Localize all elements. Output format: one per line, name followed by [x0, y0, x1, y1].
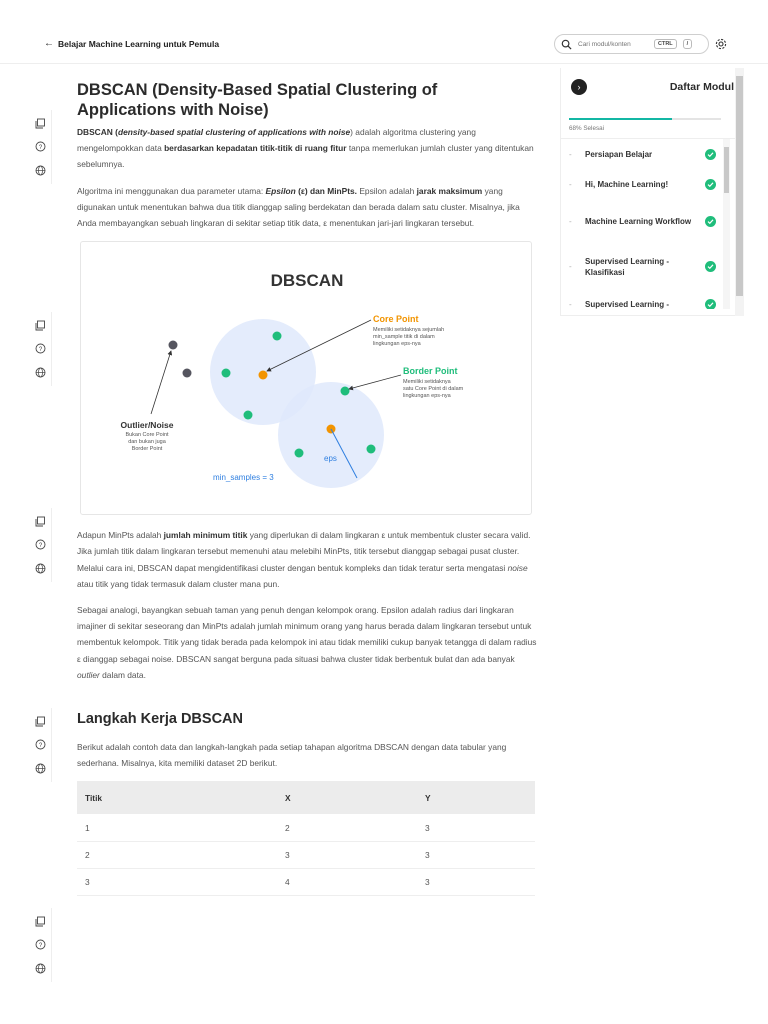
panel-header	[561, 68, 744, 106]
core-point-1	[259, 371, 268, 380]
module-label: Hi, Machine Learning!	[585, 179, 669, 189]
border-desc-1: Memiliki setidaknya	[403, 379, 451, 386]
gear-icon[interactable]	[714, 37, 728, 51]
module-item[interactable]: - Hi, Machine Learning!	[561, 169, 744, 199]
panel-scrollbar[interactable]	[735, 68, 744, 316]
check-icon	[705, 299, 716, 310]
copy-icon[interactable]	[35, 118, 47, 130]
search-box[interactable]	[554, 34, 709, 54]
minpts-paragraph: Adapun MinPts adalah jumlah minimum titik yang diperlukan di dalam lingkaran ε untuk membentuk cluster secara valid. Jika jumlah titik dalam lingkaran tersebut memenuhi atau melebihi MinPts, titik tersebut dianggap sebagai pusat cluster. Melalui cara ini, DBSCAN dapat mengidentifikasi cluster dengan bentuk kompleks dan tidak teratur serta mengatasi noise atau titik yang tidak termasuk dalam cluster mana pun.	[77, 530, 531, 589]
shortcut-ctrl: CTRL	[654, 39, 677, 49]
outlier-desc-3: Border Point	[131, 446, 163, 453]
shortcut-slash: /	[683, 39, 693, 49]
progress-fill	[569, 118, 672, 120]
svg-text:?: ?	[38, 347, 43, 354]
module-item[interactable]: - Supervised Learning - Klasifikasi	[561, 244, 744, 289]
module-panel	[560, 68, 744, 316]
back-link[interactable]	[44, 38, 219, 49]
table-cell: 3	[277, 841, 417, 868]
article-content	[77, 80, 537, 896]
copy-icon[interactable]	[35, 516, 47, 528]
course-title: Belajar Machine Learning untuk Pemula	[58, 38, 220, 49]
intro-paragraph: DBSCAN (density-based spatial clustering of applications with noise) adalah algoritma clustering yang mengelompokkan data berdasarkan kepadatan titik-titik di ruang fitur tanpa memerlukan jumlah cluster yang ditentukan sebelumnya.	[77, 127, 534, 170]
side-tools-4	[30, 708, 52, 782]
cluster-point	[367, 445, 376, 454]
outlier-arrow	[151, 351, 171, 414]
module-label: Supervised Learning -	[585, 299, 670, 309]
language-icon[interactable]	[35, 562, 47, 574]
svg-text:?: ?	[38, 145, 43, 152]
module-list-scrollbar[interactable]	[723, 139, 730, 309]
eps-label: eps	[324, 454, 337, 464]
language-icon[interactable]	[35, 164, 47, 176]
progress-section	[561, 106, 744, 139]
table-row	[77, 841, 535, 868]
copy-icon[interactable]	[35, 320, 47, 332]
analogy-paragraph: Sebagai analogi, bayangkan sebuah taman yang penuh dengan kelompok orang. Epsilon adalah radius dari lingkaran imajiner di sekitar seseorang dan MinPts adalah jumlah minimum orang yang harus berada dalam lingkaran tersebut untuk membentuk kelompok. Titik yang tidak berada pada kelompok ini atau tidak memiliki cukup banyak tetangga di dalam radius ε dianggap sebagai noise. DBSCAN sangat berguna pada situasi bahwa cluster tidak berbentuk bulat dan ada banyak outlier dalam data.	[77, 605, 537, 680]
progress-text: 68% Selesai	[569, 125, 605, 132]
border-desc-2: satu Core Point di dalam	[403, 386, 464, 393]
page-title: DBSCAN (Density-Based Spatial Clustering of Applications with Noise)	[77, 81, 438, 119]
section-heading: Langkah Kerja DBSCAN	[77, 711, 243, 728]
language-icon[interactable]	[35, 366, 47, 378]
help-icon[interactable]	[35, 739, 47, 751]
table-cell: 2	[277, 814, 417, 841]
module-label: Supervised Learning - Klasifikasi	[585, 256, 670, 277]
dbscan-figure	[80, 241, 532, 515]
help-icon[interactable]	[35, 343, 47, 355]
side-tools-1	[30, 110, 52, 184]
col-header-y: Y	[425, 792, 431, 803]
side-tools-3	[30, 508, 52, 582]
language-icon[interactable]	[35, 962, 47, 974]
dbscan-diagram	[81, 242, 533, 516]
module-list	[561, 139, 744, 309]
table-cell: 3	[417, 841, 535, 868]
table-row	[77, 868, 535, 895]
module-item[interactable]: - Persiapan Belajar	[561, 139, 744, 169]
svg-text:?: ?	[38, 543, 43, 550]
outlier-title: Outlier/Noise	[120, 420, 174, 431]
table-cell: 1	[77, 814, 277, 841]
panel-title: Daftar Modul	[669, 81, 734, 93]
border-point	[341, 387, 350, 396]
border-arrow	[349, 375, 401, 389]
module-item[interactable]: - Machine Learning Workflow	[561, 199, 744, 244]
core-desc-3: lingkungan eps-nya	[373, 341, 421, 348]
core-desc-2: min_sample titik di dalam	[373, 334, 435, 341]
core-desc-1: Memiliki setidaknya sejumlah	[373, 327, 445, 334]
noise-point	[169, 341, 178, 350]
module-label: Machine Learning Workflow	[585, 217, 692, 226]
search-icon	[561, 39, 572, 50]
copy-icon[interactable]	[35, 716, 47, 728]
table-cell: 3	[417, 814, 535, 841]
help-icon[interactable]	[35, 141, 47, 153]
core-point-title: Core Point	[373, 314, 419, 325]
border-point-title: Border Point	[403, 366, 458, 377]
check-icon	[705, 149, 716, 160]
cluster-point	[222, 369, 231, 378]
epsilon-paragraph: Algoritma ini menggunakan dua parameter utama: Epsilon (ε) dan MinPts. Epsilon adalah jarak maksimum yang digunakan untuk menentukan bahwa dua titik dianggap saling berdekatan dan berada dalam satu cluster. Misalnya, jika Anda membayangkan sebuah lingkaran di sekitar setiap titik data, ε menentukan jari-jari lingkaran tersebut.	[77, 185, 520, 229]
eps-circle-2	[278, 382, 384, 488]
min-samples-label: min_samples = 3	[213, 473, 274, 483]
outlier-desc-2: dan bukan juga	[128, 439, 166, 446]
check-icon	[705, 216, 716, 227]
search-input[interactable]	[578, 41, 648, 48]
cluster-point	[295, 449, 304, 458]
table-cell: 3	[417, 868, 535, 895]
side-tools-2	[30, 312, 52, 386]
svg-text:?: ?	[38, 743, 43, 750]
dataset-table	[77, 781, 535, 896]
cluster-point	[244, 411, 253, 420]
back-arrow-icon: ←	[44, 38, 54, 49]
outlier-desc-1: Bukan Core Point	[125, 432, 169, 439]
dataset-intro: Berikut adalah contoh data dan langkah-langkah pada setiap tahapan algoritma DBSCAN dengan data tabular yang sederhana. Misalnya, kita memiliki dataset 2D berikut.	[77, 742, 507, 769]
help-icon[interactable]	[35, 939, 47, 951]
border-desc-3: lingkungan eps-nya	[403, 393, 451, 400]
copy-icon[interactable]	[35, 916, 47, 928]
figure-title: DBSCAN	[270, 271, 344, 291]
col-header-x: X	[285, 792, 291, 803]
chevron-right-icon[interactable]: ›	[571, 79, 587, 95]
module-label: Persiapan Belajar	[585, 149, 653, 159]
help-icon[interactable]	[35, 539, 47, 551]
noise-point	[183, 369, 192, 378]
module-item[interactable]: - Supervised Learning -	[561, 289, 744, 309]
table-cell: 3	[77, 868, 277, 895]
check-icon	[705, 179, 716, 190]
cluster-point	[273, 332, 282, 341]
language-icon[interactable]	[35, 762, 47, 774]
svg-text:?: ?	[38, 943, 43, 950]
side-tools-5	[30, 908, 52, 982]
col-header-titik: Titik	[85, 792, 103, 803]
top-bar	[0, 0, 768, 64]
table-cell: 2	[77, 841, 277, 868]
check-icon	[705, 261, 716, 272]
progress-bar	[569, 118, 721, 120]
table-cell: 4	[277, 868, 417, 895]
table-row	[77, 814, 535, 841]
table-header-row	[77, 781, 535, 814]
